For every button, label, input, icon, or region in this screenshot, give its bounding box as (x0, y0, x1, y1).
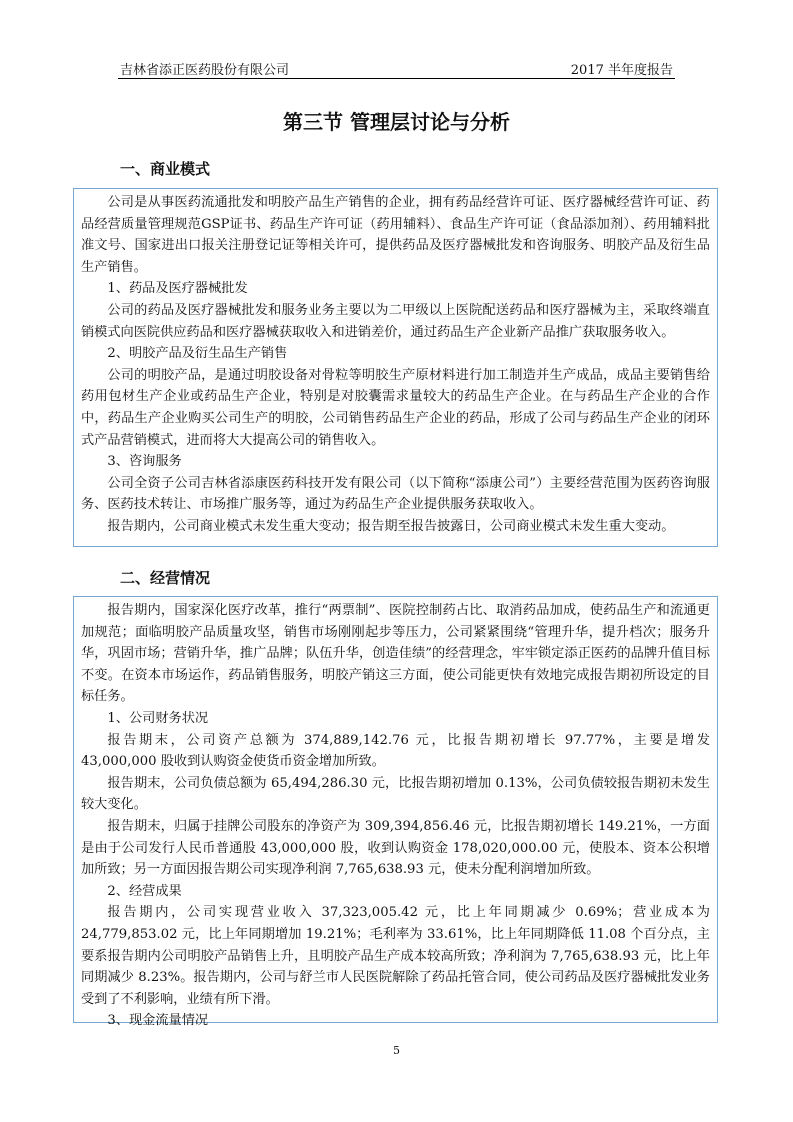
subheading: 1、公司财务状况 (107, 710, 209, 726)
paragraph: 报告期末，公司负债总额为 65,494,286.30 元，比报告期初增加 0.13%，公司负债较报告期初未发生较大变化。 (81, 775, 710, 813)
paragraph: 公司是从事医药流通批发和明胶产品生产销售的企业，拥有药品经营许可证、医疗器械经营许可证、药品经营质量管理规范GSP证书、药品生产许可证（药用辅料）、食品生产许可证（食品添加剂）、药用辅料批准文号、国家进出口报关注册登记证等相关许可，提供药品及医疗器械批发和咨询服务、明胶产品及衍生品生产销售。 (81, 195, 710, 275)
subheading: 3、现金流量情况 (107, 1013, 209, 1029)
paragraph: 报告期末，公司资产总额为 374,889,142.76 元，比报告期初增长 97.77%，主要是增发 43,000,000 股收到认购资金使货币资金增加所致。 (81, 732, 710, 770)
section-heading-business-model: 一、商业模式 (120, 160, 211, 178)
paragraph: 报告期内，公司实现营业收入 37,323,005.42 元，比上年同期减少 0.69%；营业成本为 24,779,853.02 元，比上年同期增加 19.21%；毛利率为 33.61%，比上年同期降低 11.08 个百分点，主要系报告期内公司明胶产品销售上升，且明胶产品生产成本较高所致；净利润为 7,765,638.93 元，比上年同期减少 8.23%。报告期内，公司与舒兰市人民医院解除了药品托管合同，使公司药品及医疗器械批发业务受到了不利影响，业绩有所下滑。 (81, 905, 710, 1007)
paragraph: 报告期内，公司商业模式未发生重大变动；报告期至报告披露日，公司商业模式未发生重大变动。 (107, 518, 675, 534)
subheading: 3、咨询服务 (107, 454, 182, 470)
business-model-box (73, 188, 718, 547)
page-header (118, 58, 675, 79)
paragraph: 报告期内，国家深化医疗改革，推行“两票制”、医院控制药占比、取消药品加成，使药品生产和流通更加规范；面临明胶产品质量攻坚，销售市场刚刚起步等压力，公司紧紧围绕“管理升华，提升档次；服务升华，巩固市场；营销升华，推广品牌；队伍升华，创造佳绩”的经营理念，牢牢锁定添正医药的品牌升值目标不变。在资本市场运作，药品销售服务，明胶产销这三方面，使公司能更快有效地完成报告期初所设定的目标任务。 (81, 603, 710, 705)
paragraph: 报告期末，归属于挂牌公司股东的净资产为 309,394,856.46 元，比报告期初增长 149.21%，一方面是由于公司发行人民币普通股 43,000,000 股，收到认购资金 178,020,000.00 元，使股本、资本公积增加所致；另一方面因报告期公司实现净利润 7,765,638.93 元，使未分配利润增加所致。 (81, 818, 710, 878)
subheading: 1、药品及医疗器械批发 (107, 281, 248, 297)
subheading: 2、经营成果 (107, 883, 182, 899)
section-heading-operations: 二、经营情况 (120, 569, 211, 587)
page-number: 5 (393, 1044, 400, 1057)
operations-box (73, 596, 718, 1029)
header-report-title: 2017 半年度报告 (570, 63, 673, 78)
paragraph: 公司的明胶产品，是通过明胶设备对骨粒等明胶生产原材料进行加工制造并生产成品，成品主要销售给药用包材生产企业或药品生产企业，特别是对胶囊需求量较大的药品生产企业。在与药品生产企业的合作中，药品生产企业购买公司生产的明胶，公司销售药品生产企业的药品，形成了公司与药品生产企业的闭环式产品营销模式，进而将大大提高公司的销售收入。 (81, 367, 710, 448)
header-company-name: 吉林省添正医药股份有限公司 (120, 63, 290, 78)
subheading: 2、明胶产品及衍生品生产销售 (107, 346, 288, 362)
paragraph: 公司的药品及医疗器械批发和服务业务主要以为二甲级以上医院配送药品和医疗器械为主，采取终端直销模式向医院供应药品和医疗器械获取收入和进销差价，通过药品生产企业新产品推广获取服务收入。 (81, 302, 710, 340)
page-title: 第三节 管理层讨论与分析 (283, 110, 510, 134)
paragraph: 公司全资子公司吉林省添康医药科技开发有限公司（以下简称“添康公司”）主要经营范围为医药咨询服务、医药技术转让、市场推广服务等，通过为药品生产企业提供服务获取收入。 (81, 475, 710, 513)
